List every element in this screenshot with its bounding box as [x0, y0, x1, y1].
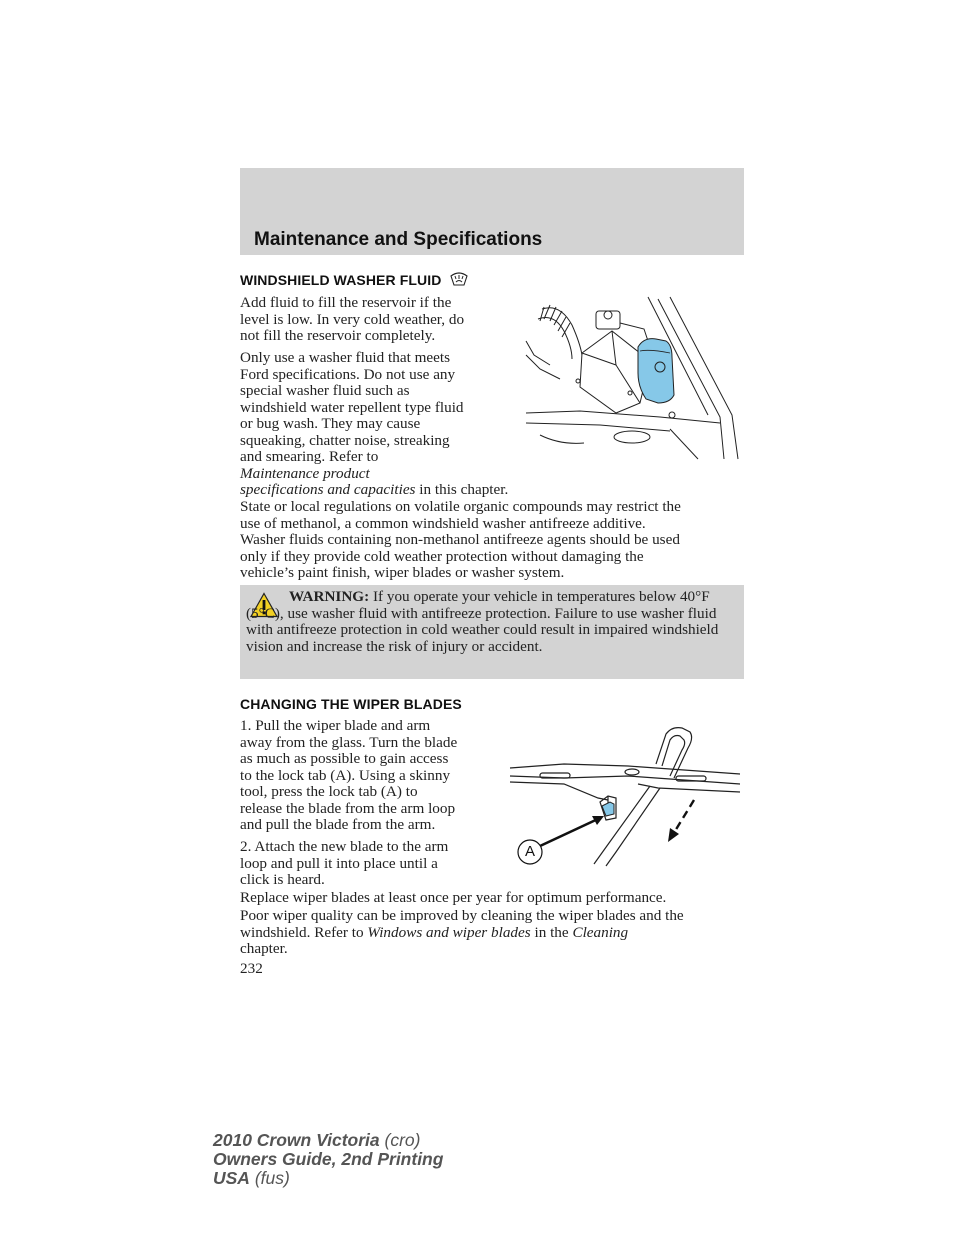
cleaning-reference: Cleaning: [572, 923, 629, 941]
text-line: only if they provide cold weather protection without damaging the: [240, 547, 644, 565]
washer-fluid-heading-text: WINDSHIELD WASHER FLUID: [240, 272, 442, 288]
text-line: as much as possible to gain access: [240, 750, 449, 767]
text-line: Add fluid to fill the reservoir if the: [240, 294, 452, 311]
footer-model: 2010 Crown Victoria: [213, 1130, 380, 1150]
warning-text: [246, 589, 732, 655]
text-line: to the lock tab (A). Using a skinny: [240, 766, 451, 784]
diagram-label-a: A: [524, 843, 535, 860]
page-number: 232: [240, 960, 263, 977]
text-line: Poor wiper quality can be improved by cleaning the wiper blades and the: [240, 907, 684, 924]
poor-quality-paragraph: [240, 908, 750, 958]
wiper-step-1: [240, 718, 510, 834]
text-line: use of methanol, a common windshield washer antifreeze additive.: [240, 514, 646, 532]
wiper-blades-heading: CHANGING THE WIPER BLADES: [240, 696, 462, 712]
text-line: click is heard.: [240, 871, 325, 888]
text-line: 2. Attach the new blade to the arm: [240, 838, 449, 855]
text-fragment: in this chapter.: [415, 481, 509, 498]
document-footer: [213, 1131, 443, 1188]
text-fragment: windshield. Refer to: [240, 923, 368, 941]
text-line: and pull the blade from the arm.: [240, 816, 436, 833]
washer-fluid-icon: [449, 271, 469, 290]
footer-edition: Owners Guide, 2nd Printing: [213, 1149, 444, 1169]
section-header-band: [240, 168, 744, 255]
washer-paragraph-3: [240, 499, 750, 582]
text-line: not fill the reservoir completely.: [240, 327, 436, 344]
footer-model-code: (cro): [379, 1130, 421, 1150]
text-fragment: in the: [530, 923, 573, 941]
text-line: away from the glass. Turn the blade: [240, 733, 458, 751]
washer-paragraph-1: [240, 295, 510, 345]
text-line: squeaking, chatter noise, streaking: [240, 431, 450, 449]
washer-fluid-heading: [240, 271, 469, 290]
windows-wipers-reference: Windows and wiper blades: [367, 923, 531, 941]
text-line: Only use a washer fluid that meets: [240, 349, 451, 366]
footer-market-code: (fus): [249, 1168, 290, 1188]
text-line: vehicle’s paint finish, wiper blades or washer system.: [240, 564, 565, 581]
washer-paragraph-2: [240, 350, 570, 499]
text-line: loop and pull it into place until a: [240, 854, 438, 872]
warning-label: WARNING:: [289, 588, 370, 605]
text-line: special washer fluid such as: [240, 382, 410, 399]
text-line: 1. Pull the wiper blade and arm: [240, 717, 431, 734]
text-line: and smearing. Refer to: [240, 448, 379, 465]
maintenance-reference-cont: specifications and capacities: [240, 481, 416, 498]
text-line: tool, press the lock tab (A) to: [240, 783, 418, 800]
text-line: windshield water repellent type fluid: [240, 398, 464, 416]
text-line: release the blade from the arm loop: [240, 799, 456, 817]
text-line: Ford specifications. Do not use any: [240, 365, 456, 383]
maintenance-reference: Maintenance product: [240, 464, 370, 482]
section-title: Maintenance and Specifications: [254, 229, 543, 250]
warning-body: If you operate your vehicle in temperatures below 40°F (5°C), use washer fluid with antifreeze protection. Failure to use washer fluid with antifreeze protection in cold weather could result in impaired windshield vision and increase the risk of injury or accident.: [246, 588, 719, 655]
wiper-blade-diagram: [508, 724, 742, 868]
text-line: level is low. In very cold weather, do: [240, 310, 465, 328]
warning-box: [240, 585, 744, 679]
replace-paragraph: Replace wiper blades at least once per year for optimum performance.: [240, 889, 667, 906]
wiper-step-2: [240, 839, 510, 889]
footer-market: USA: [213, 1168, 250, 1188]
text-line: chapter.: [240, 940, 288, 957]
text-line: Washer fluids containing non-methanol antifreeze agents should be used: [240, 531, 680, 548]
text-line: State or local regulations on volatile organic compounds may restrict the: [240, 498, 681, 515]
text-line: or bug wash. They may cause: [240, 415, 421, 432]
